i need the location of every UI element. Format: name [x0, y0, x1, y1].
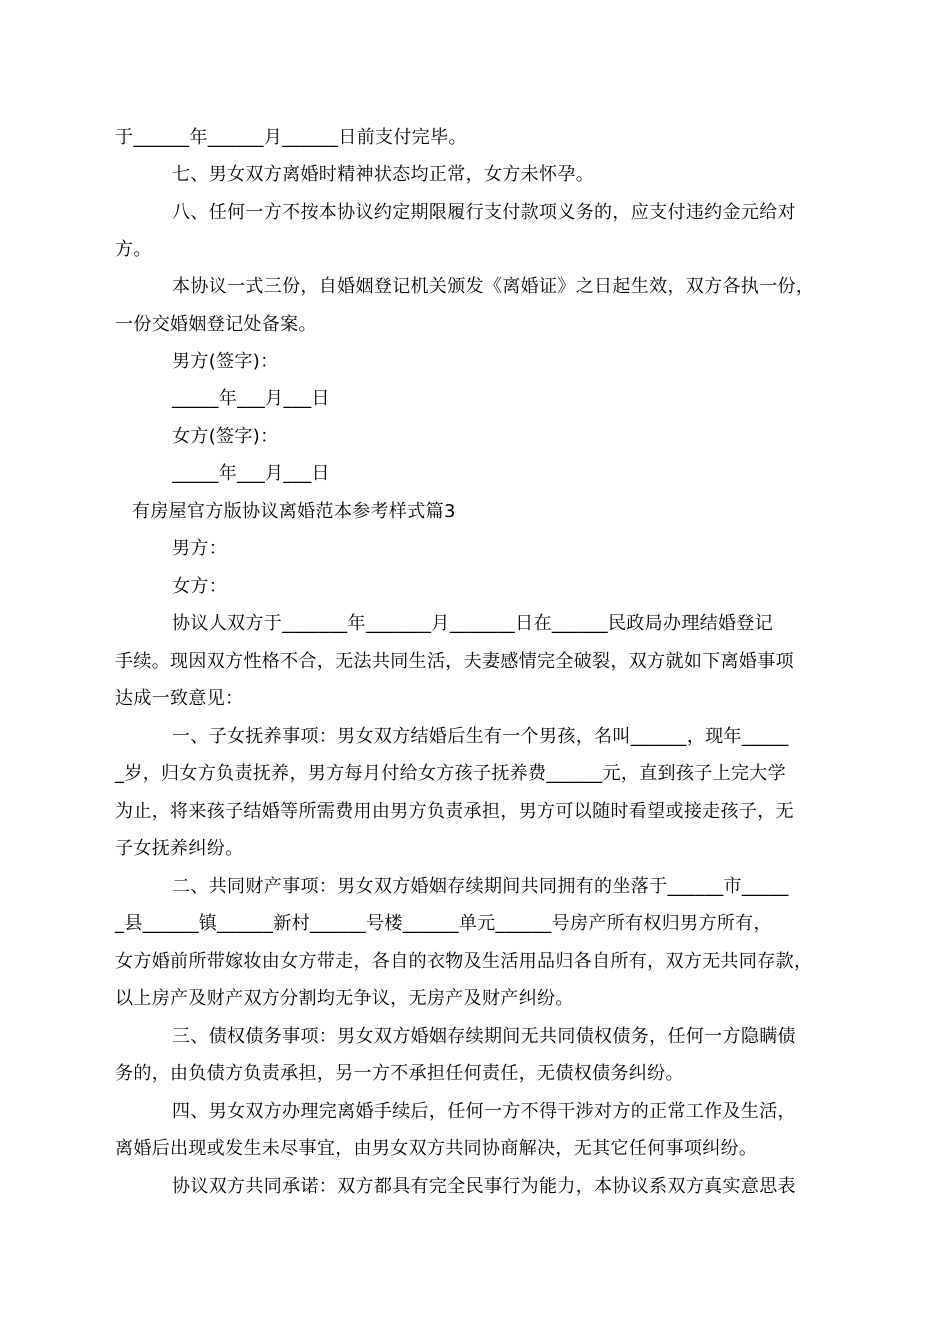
debt-clause-end: 务的，由负债方负责承担，另一方不承担任何责任，无债权债务纠纷。	[115, 1063, 684, 1084]
property-continued-1: _县______镇______新村______号楼______单元______号房产所有权归男方所有，	[115, 913, 772, 934]
child-custody-end: 子女抚养纠纷。	[115, 838, 244, 859]
post-divorce-clause-end: 离婚后出现或发生未尽事宜，由男女双方共同协商解决，无其它任何事项纠纷。	[115, 1138, 758, 1159]
clause-eight-continued: 方。	[115, 239, 152, 260]
male-party-label: 男方：	[172, 538, 228, 559]
agreement-copies-continued: 一份交婚姻登记处备案。	[115, 314, 317, 335]
mutual-commitment-paragraph: 协议双方共同承诺：双方都具有完全民事行为能力，本协议系双方真实意思表	[172, 1176, 796, 1197]
post-divorce-clause: 四、男女双方办理完离婚手续后，任何一方不得干涉对方的正常工作及生活，	[172, 1101, 796, 1122]
female-party-label: 女方：	[172, 576, 228, 597]
male-signature-date: _____年___月___日	[172, 388, 330, 409]
property-continued-2: 女方婚前所带嫁妆由女方带走，各自的衣物及生活用品归各自所有，双方无共同存款，	[115, 951, 813, 972]
property-clause: 二、共同财产事项：男女双方婚姻存续期间共同拥有的坐落于______市_____	[172, 876, 789, 897]
female-signature-label: 女方(签字)：	[172, 426, 279, 447]
clause-eight: 八、任何一方不按本协议约定期限履行支付款项义务的，应支付违约金元给对	[172, 202, 796, 223]
female-signature-date: _____年___月___日	[172, 463, 330, 484]
child-custody-continued-2: 为止，将来孩子结婚等所需费用由男方负责承担，男方可以随时看望或接走孩子，无	[115, 801, 794, 822]
marriage-registration-paragraph: 协议人双方于_______年_______月_______日在______民政局办理结婚登记	[172, 613, 774, 634]
payment-deadline-line: 于______年______月______日前支付完毕。	[115, 127, 467, 148]
male-signature-label: 男方(签字)：	[172, 351, 279, 372]
section-title: 有房屋官方版协议离婚范本参考样式篇3	[132, 501, 456, 522]
child-custody-clause: 一、子女抚养事项：男女双方结婚后生有一个男孩，名叫______，现年_____	[172, 726, 789, 747]
marriage-registration-end: 达成一致意见：	[115, 688, 244, 709]
marriage-registration-continued: 手续。现因双方性格不合，无法共同生活，夫妻感情完全破裂，双方就如下离婚事项	[115, 651, 794, 672]
clause-seven: 七、男女双方离婚时精神状态均正常，女方未怀孕。	[172, 164, 595, 185]
child-custody-continued-1: _岁，归女方负责抚养，男方每月付给女方孩子抚养费______元，直到孩子上完大学	[115, 763, 786, 784]
debt-clause: 三、债权债务事项：男女双方婚姻存续期间无共同债权债务，任何一方隐瞒债	[172, 1026, 796, 1047]
property-end: 以上房产及财产双方分割均无争议，无房产及财产纠纷。	[115, 988, 574, 1009]
agreement-copies-paragraph: 本协议一式三份，自婚姻登记机关颁发《离婚证》之日起生效，双方各执一份，	[172, 276, 815, 297]
